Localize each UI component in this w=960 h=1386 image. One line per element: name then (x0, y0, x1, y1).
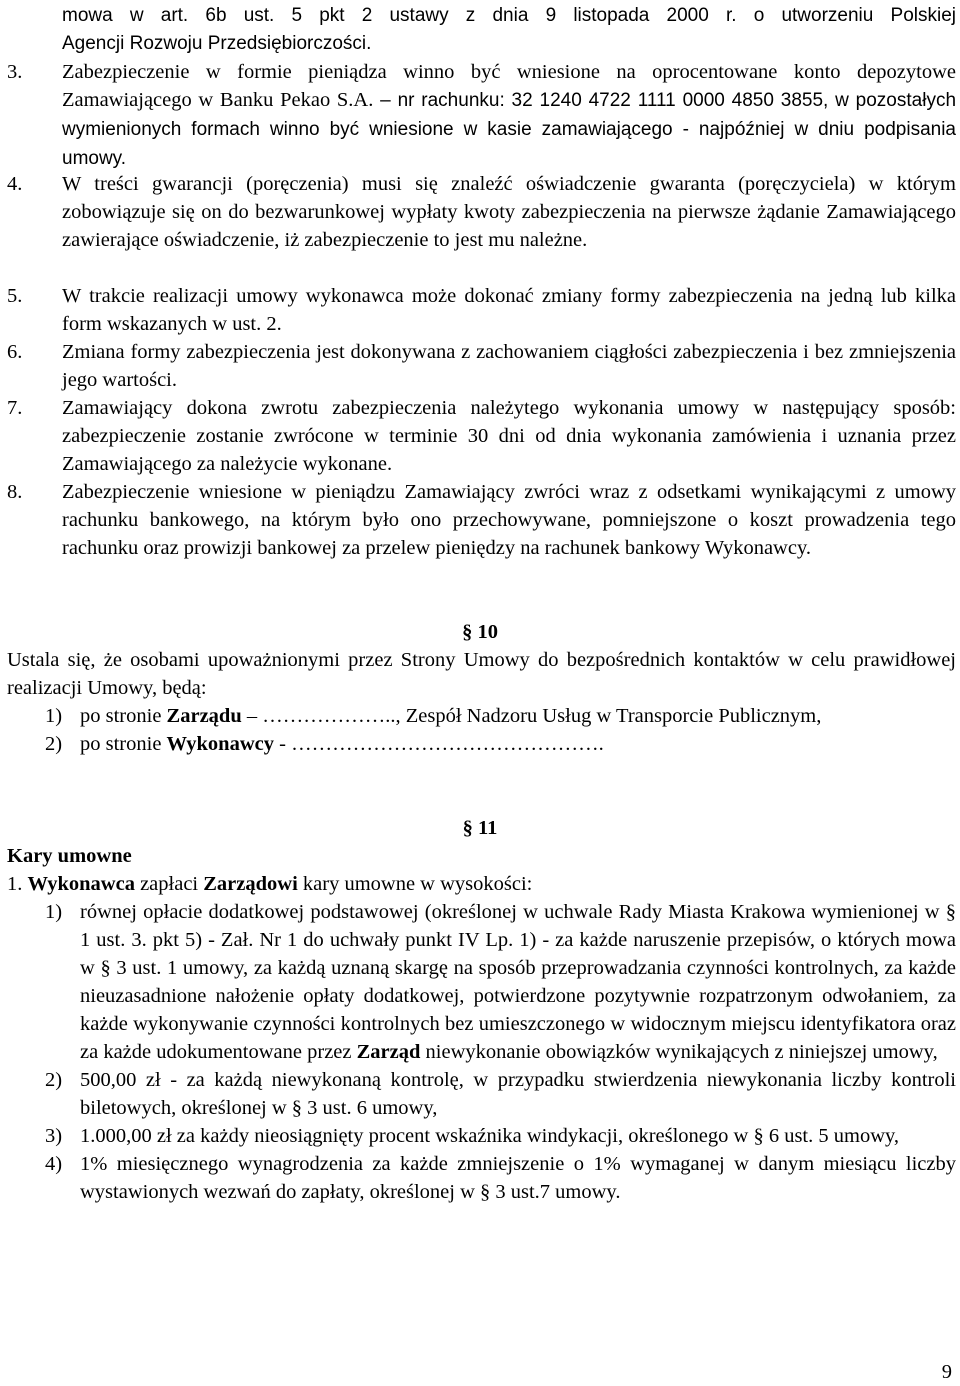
entry-rest: – ……………….., Zespół Nadzoru Usług w Transporcie Publicznym, (241, 705, 822, 727)
clause-number: 8. (7, 481, 23, 503)
clause-item-3 (7, 58, 956, 173)
clause-text: W trakcie realizacji umowy wykonawca może dokonać zmiany formy zabezpieczenia na jedną lub kilka form wskazanych w ust. 2. (62, 285, 956, 335)
clause-number: 7. (7, 397, 23, 419)
clause-item-8 (7, 478, 956, 562)
continuation-line-1: mowa w art. 6b ust. 5 pkt 2 ustawy z dnia 9 listopada 2000 r. o utworzeniu Polskiej (62, 5, 956, 26)
clause-text-sans: – nr rachunku: 32 1240 4722 1111 0000 4850 3855, w pozostałych wymienionych formach winno być wniesione w kasie zamawiającego - najpóźniej w dniu podpisania umowy. (62, 90, 957, 169)
penalty-number: 3) (45, 1125, 63, 1147)
section-11-paragraph-1 (7, 870, 956, 898)
paragraph-text-mid: zapłaci (134, 873, 204, 895)
penalty-number: 2) (45, 1069, 63, 1091)
entry-prefix: po stronie (80, 705, 167, 727)
section-10-contacts (45, 702, 956, 758)
clause-item-5 (7, 282, 956, 338)
contact-entry-2 (45, 730, 956, 758)
penalty-list (45, 898, 956, 1206)
penalty-item-3 (45, 1122, 956, 1150)
penalty-number: 1) (45, 901, 63, 923)
entry-number: 2) (45, 733, 63, 755)
clause-number: 4. (7, 173, 23, 195)
clause-text: Zabezpieczenie wniesione w pieniądzu Zamawiający zwróci wraz z odsetkami wynikającymi z umowy rachunku bankowego, na którym było ono przechowywane, pomniejszone o koszt prowadzenia tego rachunku oraz prowizji bankowej za przelew pieniędzy na rachunek bankowy Wykonawcy. (62, 481, 956, 559)
paragraph-text-end: kary umowne w wysokości: (297, 873, 533, 895)
clause-text (62, 58, 956, 173)
party-board: Zarząd (356, 1041, 421, 1063)
penalty-item-2 (45, 1066, 956, 1122)
penalty-item-4 (45, 1150, 956, 1206)
entry-rest: - ………………………………………. (274, 733, 604, 755)
penalty-text: 500,00 zł - za każdą niewykonaną kontrolę, w przypadku stwierdzenia niewykonania liczby kontroli biletowych, określonej w § 3 ust. 6 umowy, (80, 1069, 956, 1119)
page-number: 9 (941, 1361, 952, 1383)
entry-party: Zarządu (166, 705, 242, 727)
clause-item-4 (7, 170, 956, 254)
penalty-text: 1.000,00 zł za każdy nieosiągnięty procent wskaźnika windykacji, określonego w § 6 ust. 5 umowy, (80, 1125, 900, 1147)
party-board: Zarządowi (203, 873, 298, 895)
penalty-item-1 (45, 898, 956, 1066)
clause-number: 5. (7, 285, 23, 307)
continuation-paragraph (62, 2, 956, 58)
penalty-text: 1% miesięcznego wynagrodzenia za każde zmniejszenie o 1% wymaganej w danym miesiącu liczby wystawionych wezwań do zapłaty, określonej w § 3 ust.7 umowy. (80, 1153, 956, 1203)
clause-number: 6. (7, 341, 23, 363)
section-11-heading: § 11 (462, 817, 498, 839)
entry-prefix: po stronie (80, 733, 167, 755)
section-11-title: Kary umowne (7, 845, 132, 867)
clause-text: W treści gwarancji (poręczenia) musi się znaleźć oświadczenie gwaranta (poręczyciela) w którym zobowiązuje się on do bezwarunkowej wypłaty kwoty zabezpieczenia na pierwsze żądanie Zamawiającego zawierające oświadczenie, iż zabezpieczenie to jest mu należne. (62, 173, 956, 251)
contact-entry-1 (45, 702, 956, 730)
clause-text: Zamawiający dokona zwrotu zabezpieczenia należytego wykonania umowy w następujący sposób: zabezpieczenie zostanie zwrócone w terminie 30 dni od dnia wykonania zamówienia i uznania przez Zamawiającego za należycie wykonane. (62, 397, 956, 475)
party-contractor: Wykonawca (27, 873, 135, 895)
clause-item-7 (7, 394, 956, 478)
entry-number: 1) (45, 705, 63, 727)
entry-party: Wykonawcy (166, 733, 274, 755)
penalty-number: 4) (45, 1153, 63, 1175)
clause-text: Zmiana formy zabezpieczenia jest dokonywana z zachowaniem ciągłości zabezpieczenia i bez zmniejszenia jego wartości. (62, 341, 956, 391)
penalty-text: równej opłacie dodatkowej podstawowej (określonej w uchwale Rady Miasta Krakowa wymienionej w § 1 ust. 3. pkt 5) - Zał. Nr 1 do uchwały punkt IV Lp. 1) - za każde naruszenie przepisów, o których mowa w § 3 ust. 1 umowy, za każdą uznaną skargę na sposób przeprowadzania czynności kontrolnych, za każde nieuzasadnione nałożenie opłaty dodatkowej, potwierdzone pozytywnie rozpatrzonym odwołaniem, za każde wykonywanie czynności kontrolnych bez umieszczonego w widocznym miejscu identyfikatora oraz za każde udokumentowane przez (80, 901, 956, 1063)
clause-number: 3. (7, 61, 23, 83)
continuation-line-2: Agencji Rozwoju Przedsiębiorczości. (62, 33, 372, 54)
penalty-text-end: niewykonanie obowiązków wynikających z niniejszej umowy, (420, 1041, 938, 1063)
section-10-intro: Ustala się, że osobami upoważnionymi przez Strony Umowy do bezpośrednich kontaktów w celu prawidłowej realizacji Umowy, będą: (7, 649, 956, 699)
paragraph-number: 1. (7, 873, 23, 895)
clause-item-6 (7, 338, 956, 394)
clause-text-serif: Zabezpieczenie w formie pieniądza winno być wniesione na oprocentowane konto depozytowe Zamawiającego w Banku Pekao S.A. (62, 61, 956, 111)
section-10-heading: § 10 (462, 621, 498, 643)
